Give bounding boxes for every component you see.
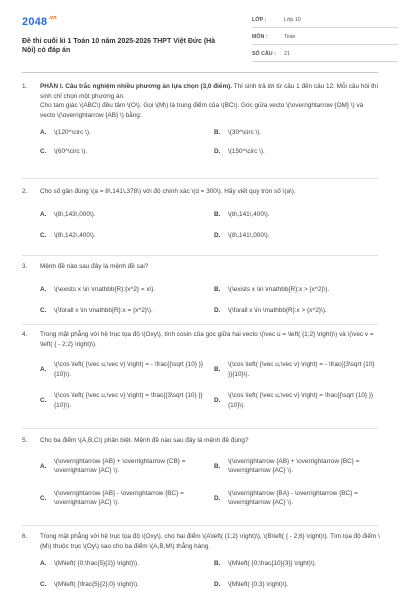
- option-text: \(M\left( {0;\frac{10}{3}} \right)\).: [228, 560, 317, 568]
- option-a[interactable]: [40, 210, 205, 220]
- option-label: D.: [214, 581, 221, 589]
- question-prompt: Cho tam giác \(ABC\) đều tâm \(O\). Gọi \(M\) là trung điểm của \(BC\). Góc giữa vecto \(\overrightarrow {OM} \) và vecto \(\overrightarrow {AB} \) bằng:: [40, 102, 364, 119]
- option-c[interactable]: [40, 391, 205, 410]
- meta-value: Toán: [284, 34, 296, 41]
- question-number: 1.: [22, 83, 28, 90]
- meta-key: MÔN :: [252, 34, 268, 41]
- option-label: C.: [40, 494, 47, 502]
- meta-row-count: [252, 48, 398, 62]
- question-2: [22, 187, 380, 237]
- meta-value: 21: [284, 51, 290, 58]
- option-text: \(120^\circ \).: [54, 129, 91, 137]
- option-label: B.: [214, 285, 221, 293]
- meta-key: SỐ CÂU :: [252, 51, 276, 58]
- option-d[interactable]: [214, 580, 379, 590]
- option-text: \(8\,143\,000\).: [54, 210, 96, 218]
- question-3: [22, 262, 380, 312]
- question-number: 4.: [22, 331, 28, 338]
- question-number: 2.: [22, 188, 28, 195]
- option-label: A.: [40, 210, 47, 218]
- option-label: D.: [214, 148, 221, 156]
- option-label: A.: [40, 462, 47, 470]
- option-d[interactable]: [214, 231, 379, 241]
- option-b[interactable]: [214, 559, 379, 569]
- option-b[interactable]: [214, 360, 379, 379]
- option-text: \(\overrightarrow {AB} + \overrightarrow {BC} = \overrightarrow {AC} \).: [228, 457, 360, 475]
- option-b[interactable]: [214, 457, 379, 476]
- option-label: C.: [40, 231, 47, 239]
- question-text: [40, 82, 380, 101]
- option-label: C.: [40, 148, 47, 156]
- question-6: [22, 532, 380, 600]
- option-label: C.: [40, 397, 47, 405]
- meta-row-subject: [252, 31, 398, 45]
- meta-info: [252, 14, 398, 62]
- page-title: Đề thi cuối kì 1 Toán 10 năm 2025-2026 THPT Việt Đức (Hà Nội) có đáp án: [22, 37, 216, 55]
- option-label: C.: [40, 306, 47, 314]
- option-a[interactable]: [40, 128, 205, 138]
- option-text: \(\cos \left( {\vec u,\vec v} \right) = - \frac{{3\sqrt {10} }}{10}\).: [228, 361, 375, 378]
- option-text: \(\exists x \in \mathbb{R}:x > {x^2}\).: [228, 285, 330, 293]
- option-label: C.: [40, 581, 47, 589]
- meta-row-class: [252, 14, 398, 28]
- option-label: B.: [214, 129, 221, 137]
- header-divider: [22, 72, 378, 73]
- option-b[interactable]: [214, 128, 379, 138]
- option-d[interactable]: [214, 391, 379, 410]
- options: [40, 120, 380, 160]
- brand-suffix: .vn: [48, 15, 57, 21]
- option-c[interactable]: [40, 580, 205, 590]
- option-text: \(60^\circ \).: [54, 148, 88, 156]
- options: [40, 349, 380, 419]
- option-c[interactable]: [40, 231, 205, 241]
- option-b[interactable]: [214, 210, 379, 220]
- option-d[interactable]: [214, 306, 379, 316]
- question-prompt: Cho ba điểm \(A,B,C\) phân biệt. Mệnh đề nào sau đây là mệnh đề đúng?: [40, 437, 249, 444]
- option-text: \(150^\circ \).: [228, 148, 265, 156]
- option-a[interactable]: [40, 457, 205, 476]
- option-text: \(\cos \left( {\vec u,\vec v} \right) = \frac{{\sqrt {10} }}{10}\).: [228, 392, 374, 409]
- question-divider: [22, 525, 378, 526]
- question-divider: [22, 178, 378, 179]
- option-a[interactable]: [40, 285, 205, 295]
- question-number: 6.: [22, 533, 28, 540]
- option-label: D.: [214, 397, 221, 405]
- option-text: \(\cos \left( {\vec u,\vec v} \right) = - \frac{{\sqrt {10} }}{10}\).: [54, 361, 204, 378]
- option-text: \(\overrightarrow {AB} + \overrightarrow {CB} = \overrightarrow {AC} \).: [54, 457, 186, 475]
- brand-name: 2048: [22, 16, 48, 28]
- options: [40, 197, 380, 237]
- option-text: \(\cos \left( {\vec u,\vec v} \right) = \frac{{3\sqrt {10} }}{10}\).: [54, 392, 203, 409]
- option-text: \(M\left( {0;3} \right)\).: [228, 581, 289, 589]
- option-text: \(\forall x \in \mathbb{R}:x > {x^2}\).: [228, 306, 327, 314]
- option-label: A.: [40, 129, 47, 137]
- section-heading: PHẦN I. Câu trắc nghiệm nhiều phương án lựa chọn (3,0 điểm).: [40, 83, 233, 90]
- option-text: \(\overrightarrow {AB} - \overrightarrow {BC} = \overrightarrow {AC} \).: [54, 489, 184, 507]
- option-text: \(8\,142\,400\).: [54, 231, 96, 239]
- option-b[interactable]: [214, 285, 379, 295]
- options: [40, 551, 380, 600]
- option-d[interactable]: [214, 147, 379, 157]
- question-divider: [22, 255, 378, 256]
- option-a[interactable]: [40, 559, 205, 569]
- option-c[interactable]: [40, 147, 205, 157]
- meta-key: LỚP :: [252, 17, 267, 24]
- option-c[interactable]: [40, 306, 205, 316]
- options: [40, 446, 380, 516]
- option-label: D.: [214, 231, 221, 239]
- option-a[interactable]: [40, 360, 205, 379]
- section-instructions: Thí sinh trả lời từ câu 1 đến câu 12. Mỗi câu hỏi thí sinh chỉ chọn một phương án.: [40, 83, 379, 100]
- question-prompt: Mệnh đề nào sau đây là mệnh đề sai?: [40, 263, 149, 270]
- option-label: B.: [214, 462, 221, 470]
- option-text: \(M\left( {\frac{5}{2};0} \right)\).: [54, 581, 139, 589]
- question-prompt: Trong mặt phẳng với hệ trục tọa độ \(Oxy\), cho hai điểm \(A\left( {1;2} \right)\), \(B\left( { - 2;6} \right)\). Tìm tọa độ điểm \(M\) thuộc trục \(Oy\) sao cho ba điểm \(A,B,M\) thẳng hàng.: [40, 533, 380, 550]
- option-label: B.: [214, 560, 221, 568]
- document-header: [22, 14, 380, 64]
- option-text: \(8\,141\,000\).: [228, 231, 270, 239]
- question-prompt: Cho số gần đúng \(a = 8\,141\,378\) với độ chính xác \(d = 300\). Hãy viết quy tròn số \(a\).: [40, 188, 296, 195]
- option-label: B.: [214, 210, 221, 218]
- question-divider: [22, 428, 378, 429]
- question-number: 5.: [22, 437, 28, 444]
- option-text: \(M\left( {0;\frac{5}{2}} \right)\).: [54, 560, 139, 568]
- question-prompt: Trong mặt phẳng với hệ trục tọa độ \(Oxy\), tính cosin của góc giữa hai vecto \(\vec u = \left( {1;2} \right)\) và \(\vec v = \left( { - 2;2} \right)\).: [40, 331, 374, 348]
- question-5: [22, 436, 380, 516]
- option-label: A.: [40, 285, 47, 293]
- question-divider: [22, 324, 378, 325]
- option-text: \(8\,141\,400\).: [228, 210, 270, 218]
- option-text: \(\forall x \in \mathbb{R}:x = {x^2}\).: [54, 306, 153, 314]
- option-d[interactable]: [214, 489, 379, 508]
- option-text: \(\overrightarrow {BA} - \overrightarrow {BC} = \overrightarrow {AC} \).: [228, 489, 358, 507]
- option-label: A.: [40, 560, 47, 568]
- options: [40, 272, 380, 312]
- meta-value: Lớp 10: [284, 17, 301, 24]
- option-text: \(30^\circ \).: [228, 129, 262, 137]
- question-number: 3.: [22, 263, 28, 270]
- option-label: B.: [214, 366, 221, 374]
- option-label: A.: [40, 366, 47, 374]
- option-c[interactable]: [40, 489, 205, 508]
- question-4: [22, 330, 380, 419]
- option-text: \(\exists x \in \mathbb{R}:{x^2} = x\).: [54, 285, 156, 293]
- option-label: D.: [214, 306, 221, 314]
- option-label: D.: [214, 494, 221, 502]
- question-1: [22, 82, 380, 160]
